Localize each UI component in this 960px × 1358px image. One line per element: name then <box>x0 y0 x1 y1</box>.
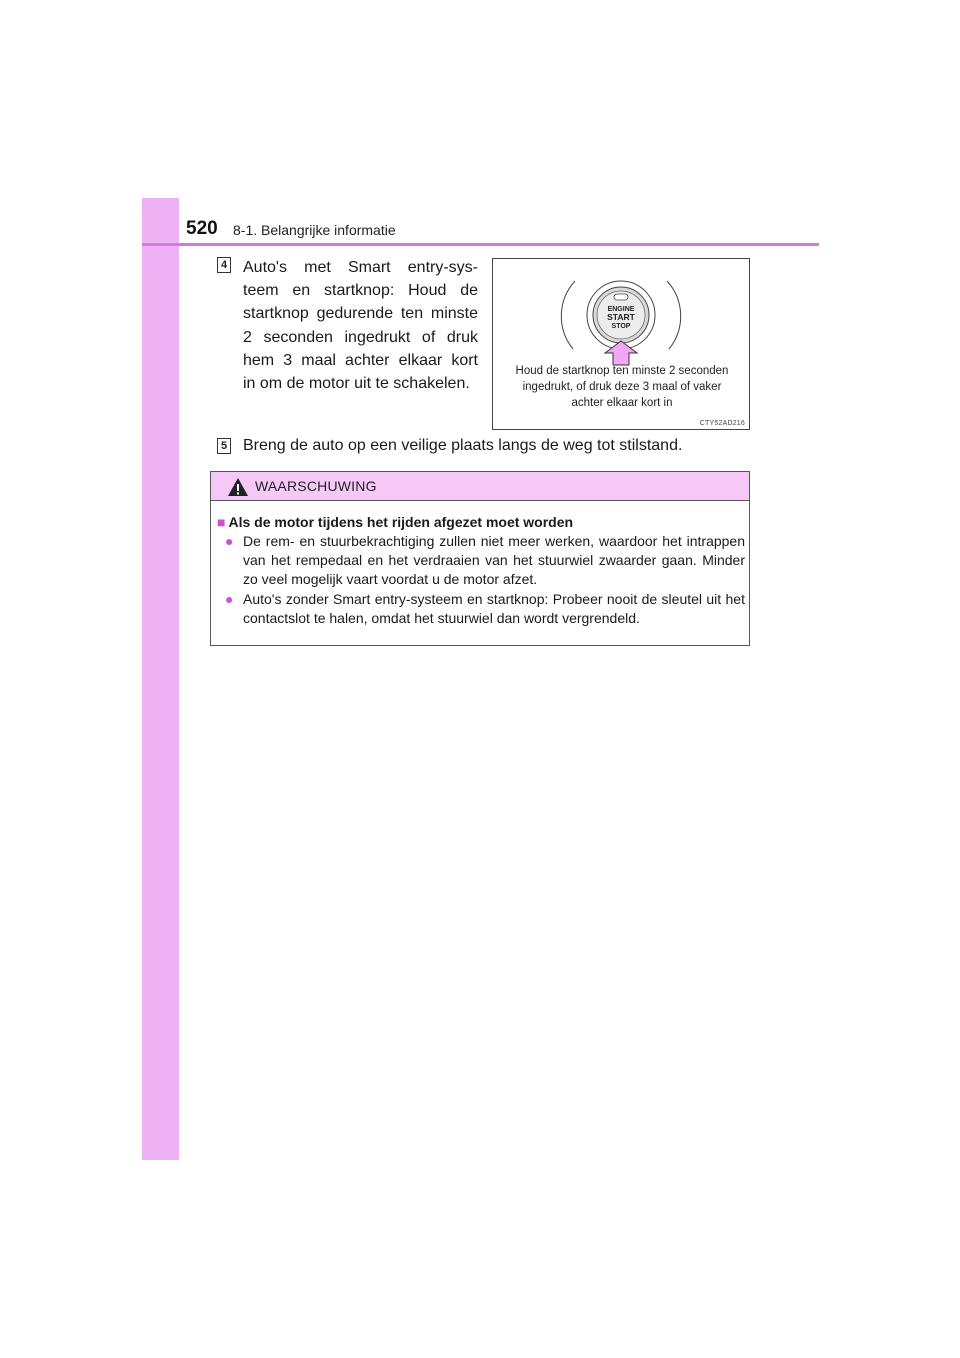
warning-box <box>210 471 750 646</box>
button-label-start: START <box>607 312 635 322</box>
circle-bullet-icon: ● <box>225 591 234 607</box>
side-tab-band <box>142 198 179 1160</box>
page-number: 520 <box>186 218 218 239</box>
section-title: 8-1. Belangrijke informatie <box>233 222 396 238</box>
circle-bullet-icon: ● <box>225 533 234 549</box>
step-4-badge: 4 <box>217 257 231 273</box>
header-rule <box>142 243 819 246</box>
warning-heading-text: Als de motor tijdens het rijden afgezet moet worden <box>228 514 574 530</box>
step-4-line: teem en startknop: Houd de <box>243 282 478 300</box>
warning-header <box>211 472 749 501</box>
step-5-text: Breng de auto op een veilige plaats langs de weg tot stilstand. <box>243 437 683 454</box>
step-5-badge: 5 <box>217 438 231 454</box>
warning-bullet <box>225 590 745 628</box>
figure-caption-line: Houd de startknop ten minste 2 seconden <box>515 365 729 377</box>
step-4-text <box>243 256 478 395</box>
warning-bullet-text: De rem- en stuurbekrachtiging zullen niet meer werken, waardoor het intrappen van het rempedaal en het verdraaien van het stuurwiel zwaarder gaan. Minder zo veel mogelijk vaart voordat u de motor afzet. <box>243 533 745 587</box>
warning-bullet <box>225 532 745 589</box>
warning-triangle-icon <box>227 477 249 497</box>
step-4-line: startknop gedurende ten minste <box>243 305 478 323</box>
figure-code: CTY52AD216 <box>699 420 745 427</box>
figure-caption-line: ingedrukt, of druk deze 3 maal of vaker <box>522 381 722 393</box>
engine-start-stop-figure <box>492 258 750 430</box>
step-4-line: hem 3 maal achter elkaar kort <box>243 351 478 369</box>
step-4-line: 2 seconden ingedrukt of druk <box>243 328 478 346</box>
warning-heading <box>217 514 573 530</box>
button-label-stop: STOP <box>611 323 631 330</box>
engine-start-stop-button-illustration <box>551 267 691 367</box>
step-4-line: in om de motor uit te schakelen. <box>243 375 470 393</box>
button-label-engine: ENGINE <box>607 306 635 313</box>
warning-title: WAARSCHUWING <box>255 478 377 494</box>
figure-caption-line: achter elkaar kort in <box>571 397 673 409</box>
step-4-line: Auto's met Smart entry-sys- <box>243 259 478 276</box>
square-bullet-icon: ■ <box>217 514 226 530</box>
warning-bullet-text: Auto's zonder Smart entry-systeem en startknop: Probeer nooit de sleutel uit het contactslot te halen, omdat het stuurwiel dan wordt vergrendeld. <box>243 591 745 626</box>
figure-caption <box>501 363 743 411</box>
